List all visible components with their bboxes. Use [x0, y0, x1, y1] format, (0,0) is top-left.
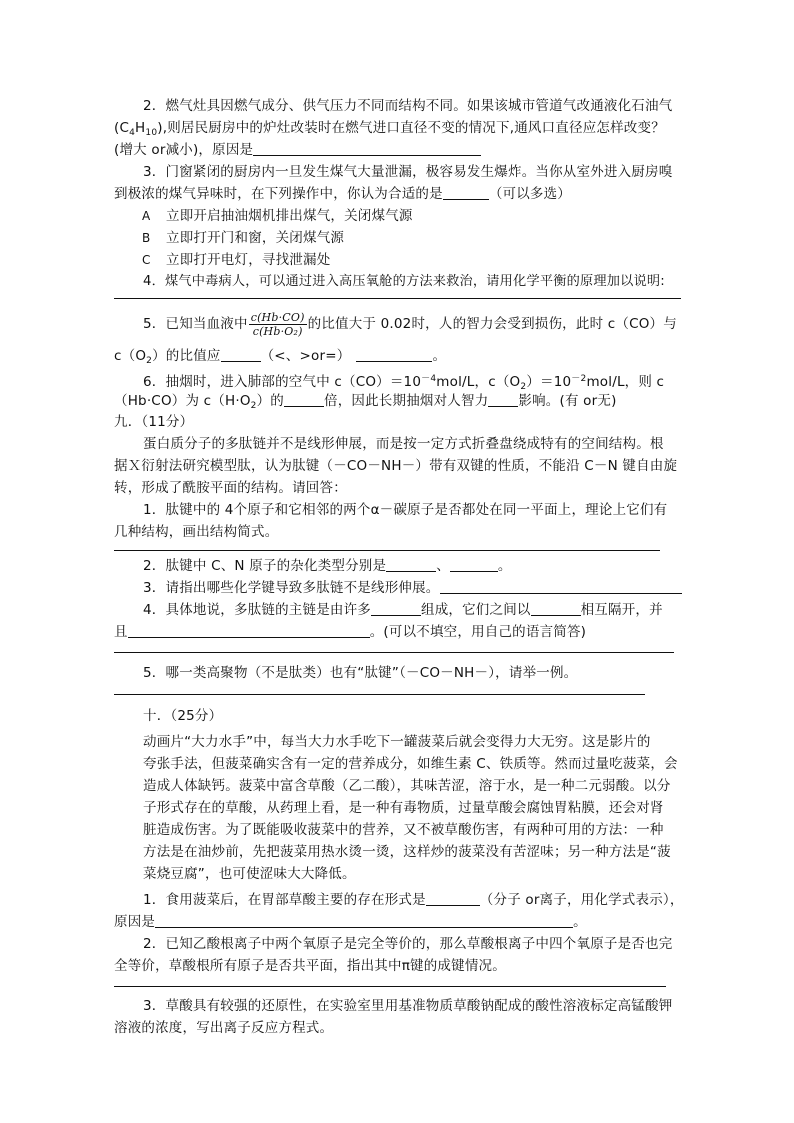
q5-line2 [114, 346, 446, 371]
s10-q1-reason-blank[interactable] [155, 913, 573, 928]
q5-prompt-rest: 的比值大于 0.02时，人的智力会受到损伤，此时 c（CO）与 [307, 316, 677, 332]
q3-option-b [142, 228, 344, 248]
option-text: 立即开启抽油烟机排出煤气，关闭煤气源 [166, 208, 413, 224]
q6-times-blank[interactable] [284, 392, 324, 407]
s9-q2-prompt: 2．肽键中 C、N 原子的杂化类型分别是 [143, 558, 387, 574]
s9-q4-prompt-a: 4．具体地说，多肽链的主链是由许多 [143, 602, 371, 618]
section9-intro-1: 蛋白质分子的多肽链并不是线形伸展，而是按一定方式折叠盘绕成特有的空间结构。根 [143, 436, 664, 452]
section9-intro-3: 转，形成了酰胺平面的结构。请回答： [114, 480, 347, 496]
section10-intro-6: 方法是在油炒前，先把菠菜用热水烫一烫，这样炒的菠菜没有苦涩味；另一种方法是“菠 [143, 844, 671, 860]
q6-text-c: ）＝10 [526, 374, 572, 390]
q4-answer-line[interactable] [114, 298, 681, 299]
q3-answer-blank[interactable] [443, 185, 489, 200]
q5-value-blank[interactable] [356, 347, 432, 362]
s10-q1-hint: （分子 or离子，用化学式表示）， [479, 892, 684, 908]
s10-q2-answer-line[interactable] [114, 986, 666, 987]
s9-q2-period: 。 [497, 558, 512, 574]
s10-q1-reason-label: 原因是 [114, 914, 156, 930]
s9-q4-blank-1[interactable] [371, 601, 421, 616]
q3-multi-note: （可以多选） [488, 186, 572, 202]
q6-text-b: mol/L，c（O [436, 374, 521, 390]
q5-sub-2: 2 [146, 356, 153, 366]
q2-formula-h: H [135, 120, 146, 136]
option-text: 立即打开门和窗，关闭煤气源 [166, 230, 345, 246]
q5-symbol-options: （<、>or=） [260, 348, 351, 364]
s9-q1-line1: 1．肽键中的 4个原子和它相邻的两个α－碳原子是否都处在同一平面上，理论上它们有 [143, 502, 668, 518]
q3-line1: 3．门窗紧闭的厨房内一旦发生煤气大量泄漏，极容易发生爆炸。当你从室外进入厨房嗅 [143, 164, 673, 180]
q5-ratio-label: ）的比值应 [152, 348, 221, 364]
section10-intro-1: 动画片“大力水手”中，每当大力水手吃下一罐菠菜后就会变得力大无穷。这是影片的 [143, 734, 651, 750]
s9-q4-blank-2[interactable] [531, 601, 581, 616]
q6-text-d: mol/L，则 c [586, 374, 665, 390]
option-letter: B [142, 231, 151, 245]
q5-period: 。 [432, 348, 447, 364]
s10-q2-line1: 2．已知乙酸根离子中两个氧原子是完全等价的，那么草酸根离子中四个氧原子是否也完 [143, 936, 673, 952]
s9-q1-answer-line[interactable] [114, 550, 660, 551]
s9-q4-line2 [114, 622, 586, 642]
q6-text-g: 倍，因此长期抽烟对人智力 [324, 393, 489, 409]
q6-text-a: 6．抽烟时，进入肺部的空气中 c（CO）＝10 [143, 374, 422, 390]
q2-reason-blank[interactable] [253, 141, 481, 156]
q3-option-a [142, 206, 413, 226]
s9-q4-answer-line[interactable] [114, 652, 674, 653]
q6-exp-co: －4 [421, 374, 437, 384]
s10-q1-line1 [143, 890, 684, 910]
s9-q2-blank-c[interactable] [386, 557, 436, 572]
q5-co2-label: c（O [114, 348, 147, 364]
q6-text-e: （Hb·CO）为 c（H·O [114, 393, 251, 409]
s9-q4-prompt-d: 且 [114, 624, 128, 640]
q6-sub-o2-2: 2 [250, 401, 257, 411]
q6-text-h: 影响。(有 or无) [518, 393, 617, 409]
s9-q4-blank-3[interactable] [128, 623, 370, 638]
s9-q3-line [143, 578, 682, 598]
q5-symbol-blank[interactable] [221, 347, 261, 362]
section10-intro-5: 脏造成伤害。为了既能吸收菠菜中的营养，又不被草酸伤害，有两种可用的方法：一种 [143, 822, 664, 838]
q5-ratio-fraction [249, 311, 307, 338]
q6-effect-blank[interactable] [488, 392, 518, 407]
section10-intro-3: 造成人体缺钙。菠菜中富含草酸（乙二酸），其味苦涩，溶于水，是一种二元弱酸。以分 [143, 778, 671, 794]
section9-heading: 九．（11分） [114, 414, 194, 430]
fraction-denominator: c(Hb·O₂) [252, 324, 303, 338]
s10-q1-line2 [114, 912, 587, 932]
s9-q1-line2: 几种结构，画出结构简式。 [114, 524, 279, 540]
s10-q2-line2: 全等价，草酸根所有原子是否共平面，指出其中π键的成键情况。 [114, 958, 506, 974]
s9-q4-prompt-c: 相互隔开，并 [580, 602, 663, 618]
s9-q4-prompt-b: 组成，它们之间以 [421, 602, 531, 618]
q2-line1: 2．燃气灶具因燃气成分、供气压力不同而结构不同。如果该城市管道气改通液化石油气 [143, 98, 673, 114]
s9-q3-blank[interactable] [440, 579, 682, 594]
q2-formula-open: (C [114, 120, 130, 136]
fraction-numerator: c(Hb·CO) [250, 310, 305, 324]
s9-q4-note: 。(可以不填空，用自己的语言简答) [369, 624, 587, 640]
s9-q2-line [143, 556, 512, 576]
s10-q1-form-blank[interactable] [426, 891, 480, 906]
q3-option-c [142, 250, 330, 270]
q6-exp-o2: －2 [571, 374, 587, 384]
section10-intro-4: 子形式存在的草酸，从药理上看，是一种有毒物质，过量草酸会腐蚀胃粘膜，还会对肾 [143, 800, 664, 816]
section10-intro-2: 夸张手法，但菠菜确实含有一定的营养成分，如维生素 C、铁质等。然而过量吃菠菜，会 [143, 756, 678, 772]
s10-q1-prompt: 1．食用菠菜后，在胃部草酸主要的存在形式是 [143, 892, 426, 908]
option-text: 立即打开电灯，寻找泄漏处 [166, 252, 331, 268]
q2-reason-label: (增大 or减小)，原因是 [114, 142, 254, 158]
s9-q3-prompt: 3．请指出哪些化学键导致多肽链不是线形伸展。 [143, 580, 440, 596]
q2-sub-4: 4 [129, 128, 136, 138]
q3-prompt: 到极浓的煤气异味时，在下列操作中，你认为合适的是 [114, 186, 443, 202]
section10-heading: 十．（25分） [143, 708, 223, 724]
q2-sub-10: 10 [145, 128, 158, 138]
q5-prompt: 5．已知当血液中 [143, 316, 248, 332]
q6-sub-o2: 2 [520, 382, 527, 392]
q2-line2-text: ),则居民厨房中的炉灶改装时在燃气进口直径不变的情况下,通风口直径应怎样改变？ [157, 120, 665, 136]
q5-line1 [143, 306, 677, 342]
option-letter: A [142, 209, 151, 223]
s10-q1-period: 。 [573, 914, 587, 930]
s9-q2-sep: 、 [436, 558, 450, 574]
s9-q5-answer-line[interactable] [114, 694, 645, 695]
s10-q3-line2: 溶液的浓度，写出离子反应方程式。 [114, 1020, 334, 1036]
q2-line3 [114, 140, 481, 160]
q6-text-f: ）的 [256, 393, 284, 409]
s9-q4-line1 [143, 600, 663, 620]
section10-intro-7: 菜烧豆腐”，也可使涩味大大降低。 [143, 866, 356, 882]
s9-q2-blank-n[interactable] [450, 557, 498, 572]
option-letter: C [142, 253, 151, 267]
section9-intro-2: 据Ｘ衍射法研究模型肽，认为肽键（－CO－NH－）带有双键的性质，不能沿 C－N 键自由旋 [114, 458, 678, 474]
q4-line1: 4．煤气中毒病人，可以通过进入高压氧舱的方法来救治，请用化学平衡的原理加以说明: [143, 274, 665, 289]
s9-q5-line: 5．哪一类高聚物（不是肽类）也有“肽键”（－CO－NH－），请举一例。 [143, 665, 578, 681]
q3-line2 [114, 184, 571, 204]
s10-q3-line1: 3．草酸具有较强的还原性，在实验室里用基准物质草酸钠配成的酸性溶液标定高锰酸钾 [143, 998, 673, 1014]
